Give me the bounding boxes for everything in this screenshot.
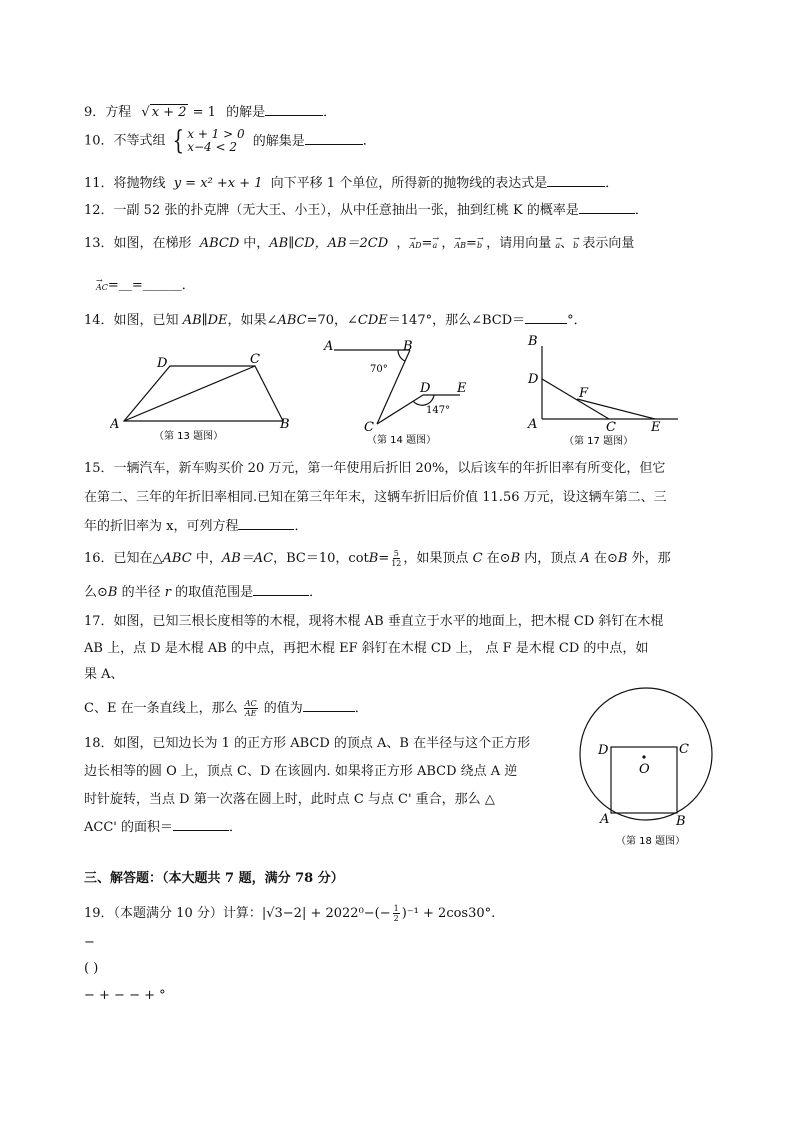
question-16: 16．已知在△ABC 中，AB＝AC，BC＝10，cotB= $\frac{5}{12}$ ，如果顶点 C 在⊙B 内，顶点 A 在⊙B 外，那 [84,549,671,568]
label-a: A [528,417,538,432]
stray-mark-1: − [84,935,95,950]
q13-answer-blank[interactable]: ＿=＿＿＿ [118,278,182,293]
q9-radicand: x + 2 [151,105,187,120]
q9-answer-blank[interactable] [265,103,323,116]
figure-18-circle-square [570,684,722,850]
q9-prefix: 9．方程 [84,105,132,120]
question-13-line-2: → AC=＿=＿＿＿． [96,274,195,293]
label-d: D [157,356,168,371]
question-18-line-4: ACC' 的面积＝ ． [84,820,243,835]
question-17-line-2: AB 上，点 D 是木棍 AB 的中点，再把木棍 EF 斜钉在木棍 CD 上， 点 F 是木棍 CD 的中点，如 [84,641,649,656]
question-16-line-2: 么⊙B 的半径 r 的取值范围是 ． [84,585,323,600]
figure-18-caption: （第 18 题图） [616,836,686,847]
q14-answer-blank[interactable] [525,311,567,324]
question-11: 11．将抛物线 y = x² +x + 1 向下平移 1 个单位，所得新的抛物线的表达式是 ． [84,176,619,191]
label-b: B [528,334,538,349]
label-e: E [457,381,467,396]
question-17: 17．如图，已知三根长度相等的木棍，现将木棍 AB 垂直立于水平的地面上，把木棍 CD 斜钉在木棍 [84,614,664,629]
q15-answer-blank[interactable] [238,517,294,530]
q12-text: 12．一副 52 张的扑克牌（无大王、小王），从中任意抽出一张，抽到红桃 K 的概率是 [84,203,579,218]
question-18-line-2: 边长相等的圆 O 上，顶点 C、D 在该圆内. 如果将正方形 ABCD 绕点 A 逆 [84,764,518,779]
center-dot-o [642,755,645,758]
q9-eq: = 1 [192,105,216,120]
q11-suffix: 向下平移 1 个单位，所得新的抛物线的表达式是 [270,176,548,191]
diagonal-ac [124,366,255,421]
q19-fraction: $\frac{1}{2}$ [393,904,399,923]
label-b: B [403,339,413,354]
question-15: 15．一辆汽车，新车购买价 20 万元，第一年使用后折旧 20%，以后该车的年折旧率有所变化，但它 [84,461,666,476]
label-b: B [676,814,686,829]
figure-17-caption: （第 17 题图） [564,436,634,447]
label-e: E [651,420,661,435]
question-13: 13．如图，在梯形 ABCD 中，AB∥CD，AB＝2CD ，→ AD=→ a ，→ AB=→ b ，请用向量 → a、→ b 表示向量 [84,232,634,251]
figure-17-sticks [522,332,688,450]
q10-system: x + 1 > 0 x−4 < 2 [187,127,245,154]
q17-answer-blank[interactable] [303,699,355,712]
q10-answer-blank[interactable] [305,132,363,145]
label-a: A [110,417,120,432]
figure-14-angles [320,336,490,448]
label-c: C [679,742,689,757]
question-15-line-2: 在第二、三年的年折旧率相同.已知在第三年年末，这辆车折旧后价值 11.56 万元，设这辆车第二、三 [84,490,667,505]
q10-prefix: 10．不等式组 [84,133,166,149]
label-c: C [250,352,260,367]
figure-13-trapezoid [110,348,300,444]
label-f: F [579,386,589,401]
q11-prefix: 11．将抛物线 [84,176,166,191]
label-c: C [606,420,616,435]
label-a: A [600,812,610,827]
question-9: 9．方程 √ x + 2 = 1 的解是 ． [84,105,337,120]
q16-fraction: $\frac{5}{12}$ [391,549,402,568]
q11-expr: y = x² +x + 1 [173,176,263,191]
q11-answer-blank[interactable] [547,174,605,187]
stray-mark-3: − + − − + ° [84,988,166,1003]
question-18-line-3: 时针旋转，当点 D 第一次落在圆上时，此时点 C 与点 C' 重合，那么 △ [84,792,495,807]
q12-answer-blank[interactable] [579,201,635,214]
q9-suffix: 的解是 [226,105,266,120]
q18-answer-blank[interactable] [173,818,229,831]
label-c: C [364,420,374,435]
figure-13-caption: （第 13 题图） [154,431,224,442]
q16-answer-blank[interactable] [253,583,309,596]
question-17-line-3: 果 A、 [84,667,124,682]
angle-label-147: 147° [426,405,451,416]
question-17-line-4: C、E 在一条直线上，那么 $\frac{AC}{AE}$ 的值为 ． [84,699,368,718]
trapezoid-abcd [124,366,283,421]
stick-ef [577,399,655,419]
question-12: 12．一副 52 张的扑克牌（无大王、小王），从中任意抽出一张，抽到红桃 K 的概率是 ． [84,203,648,218]
angle-label-70: 70° [370,364,388,375]
q10-suffix: 的解集是 [252,133,305,149]
label-d: D [598,743,609,758]
q17-fraction: $\frac{AC}{AE}$ [244,699,257,718]
question-14: 14．如图，已知 AB∥DE，如果∠ABC=70，∠CDE＝147°，那么∠BCD＝ °． [84,313,587,328]
stray-mark-2: ( ) [84,961,99,976]
question-15-line-3: 年的折旧率为 x，可列方程 ． [84,519,308,534]
label-b: B [280,417,290,432]
label-d: D [420,381,431,396]
section-3-heading: 三、解答题：（本大题共 7 题，满分 78 分） [84,871,344,886]
label-d: D [528,372,539,387]
question-10: 10．不等式组 { x + 1 > 0 x−4 < 2 的解集是 ． [84,126,376,156]
stick-cd [542,379,609,419]
label-a: A [324,339,334,354]
question-19: 19．（本题满分 10 分）计算：|√3−2| + 2022⁰−(− $\frac{1}{2}$ )⁻¹ + 2cos30°. [84,904,496,923]
question-18: 18．如图，已知边长为 1 的正方形 ABCD 的顶点 A、B 在半径与这个正方形 [84,736,531,751]
label-o: O [639,762,650,777]
figure-14-caption: （第 14 题图） [367,435,437,446]
angle-arc-cde [413,395,434,405]
